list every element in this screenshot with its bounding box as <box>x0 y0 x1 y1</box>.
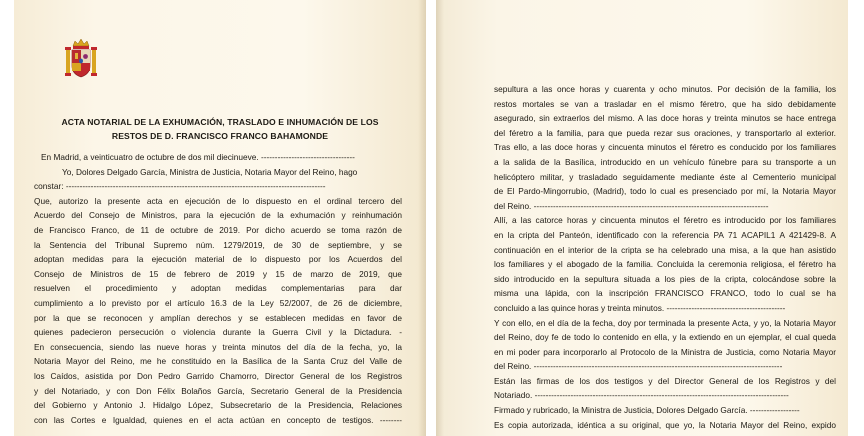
right-document-page <box>436 0 848 436</box>
text-line: la Sentencia del Tribunal Supremo núm. 1279/2019, de 30 de septiembre, y se <box>34 239 402 250</box>
text-line: Tras ello, a las doce horas y cincuenta minutos el féretro es conducido por los familiares <box>494 142 836 153</box>
text-line: del Reino. ------------------------------------------------------------------------------------------ <box>494 361 783 372</box>
text-line: continuación en el interior de la cripta se ha celebrado una misa, a la que han asistido <box>494 244 836 255</box>
text-line: Yo, Dolores Delgado García, Ministra de Justicia, Notaria Mayor del Reino, hago <box>62 166 358 177</box>
document-title-line-1: ACTA NOTARIAL DE LA EXHUMACIÓN, TRASLADO E INHUMACIÓN DE LOS <box>61 117 379 127</box>
text-line: Y con ello, en el día de la fecha, doy por terminada la presente Acta, y yo, la Notaria Mayor <box>494 317 836 328</box>
text-line: los Caídos, asistida por Don Pedro Garrido Chamorro, Director General de los Registros <box>34 370 402 381</box>
text-line: sepultura a las once horas y cuarenta y ocho minutos. Por decisión de la familia, los <box>494 84 836 94</box>
page-edge-shadow <box>436 0 444 436</box>
text-line: del Reino, doy fe de todo lo contenido en ella, y la extiendo en un ejemplar, el cual queda <box>494 332 836 343</box>
text-line: Notariado. -------------------------------------------------------------------------------------------- <box>494 390 789 401</box>
text-line: Acuerdo del Consejo de Ministros, para la ejecución de la exhumación y reinhumación <box>34 210 402 221</box>
text-line: a la salida de la Basílica, introducido en un vehículo fúnebre para su transporte a un <box>494 156 836 167</box>
text-line: cumplimiento a lo previsto por el artículo 16.3 de la Ley 52/2007, de 26 de diciembre, <box>34 297 402 308</box>
page-edge-shadow <box>418 0 426 436</box>
text-line: por la que se reconocen y amplían derechos y se establecen medidas en favor de <box>34 312 402 323</box>
text-line: helicóptero militar, y trasladado seguidamente mediante éste al Cementerio municipal <box>494 171 836 182</box>
text-line: En Madrid, a veinticuatro de octubre de dos mil diecinueve. ---------------------------------- <box>41 152 355 162</box>
text-line: adoptan medidas para la ejecución material de lo dispuesto por los Acuerdos del <box>34 254 402 265</box>
coat-of-arms-icon <box>64 38 98 80</box>
text-line: en la cripta del Panteón, identificado con la referencia PA 71 ACAPIL1 A 421429-8. A <box>494 229 836 240</box>
text-line: Están las firmas de los dos testigos y del Director General de los Registros y del <box>494 375 836 386</box>
text-line: Notaria Mayor del Reino, me he constituido en la Basílica de la Santa Cruz del Valle de <box>34 356 402 367</box>
text-line: Que, autorizo la presente acta en ejecución de lo dispuesto en el ordinal tercero del <box>34 195 402 206</box>
text-line: con las Cortes e Igualdad, quienes en el acta actúan en concepto de testigos. -------- <box>34 414 402 425</box>
text-line: Es copia autorizada, idéntica a su original, que yo, la Notaria Mayor del Reino, expido <box>494 419 836 430</box>
text-line: concluido a las quince horas y treinta minutos. ------------------------------------------- <box>494 302 786 313</box>
text-line: de Francisco Franco, de 11 de octubre de 2019. Por dicho acuerdo se toma razón de <box>34 224 402 235</box>
text-line: Firmado y rubricado, la Ministra de Justicia, Dolores Delgado García. ------------------ <box>494 405 800 416</box>
text-line: En consecuencia, siendo las nueve horas y treinta minutos del día de la fecha, yo, la <box>34 341 402 352</box>
right-page-body <box>494 82 836 432</box>
left-page-body <box>34 150 402 427</box>
left-document-page <box>14 0 426 436</box>
text-line: misma una lápida, con la inscripción FRANCISCO FRANCO, todo lo cual se ha <box>494 288 836 299</box>
document-title-line-2: RESTOS DE D. FRANCISCO FRANCO BAHAMONDE <box>111 131 329 141</box>
text-line: y del Notariado, y con Don Félix Bolaños García, Secretario General de la Presidencia <box>34 385 402 396</box>
text-line: en mi poder para incorporarlo al Protocolo de la Ministra de Justicia, como Notaria Mayor <box>494 346 836 357</box>
text-line: los familiares y el abogado de la familia. Concluida la ceremonia religiosa, el féretro ha <box>494 259 836 270</box>
text-line: del Gobierno y Antonio J. Hidalgo López, Subsecretario de la Presidencia, Relaciones <box>34 400 402 411</box>
text-line: Allí, a las catorce horas y cincuenta minutos el féretro es introducido por los familiares <box>494 215 836 226</box>
text-line: asegurado, sin extraerlos del mismo. A las doce horas y treinta minutos se hace entrega <box>494 113 836 124</box>
text-line: Consejo de Ministros de 15 de febrero de 2019 y 15 de marzo de 2019, que <box>34 268 402 279</box>
text-line: resuelven el procedimiento y adoptan medidas complementarias para dar <box>34 283 402 294</box>
text-line: de El Pardo-Mingorrubio, (Madrid), todo lo cual es presenciado por mí, la Notaria Mayor <box>494 186 836 197</box>
text-line: quienes padecieron persecución o violencia durante la Guerra Civil y la Dictadura. - <box>34 327 402 338</box>
text-line: restos mortales se van a trasladar en el mismo féretro, que ha sido debidamente <box>494 98 836 109</box>
text-line: constar: ---------------------------------------------------------------------------------------------- <box>34 181 326 192</box>
text-line: del Reino. ------------------------------------------------------------------------------------- <box>494 200 769 211</box>
text-line: del féretro a la familia, para que pueda rezar sus oraciones, y transportarlo al exterior. <box>494 127 836 138</box>
text-line: sido introducido en la sepultura situada a los pies de la cripta, colocándose sobre la <box>494 273 836 284</box>
